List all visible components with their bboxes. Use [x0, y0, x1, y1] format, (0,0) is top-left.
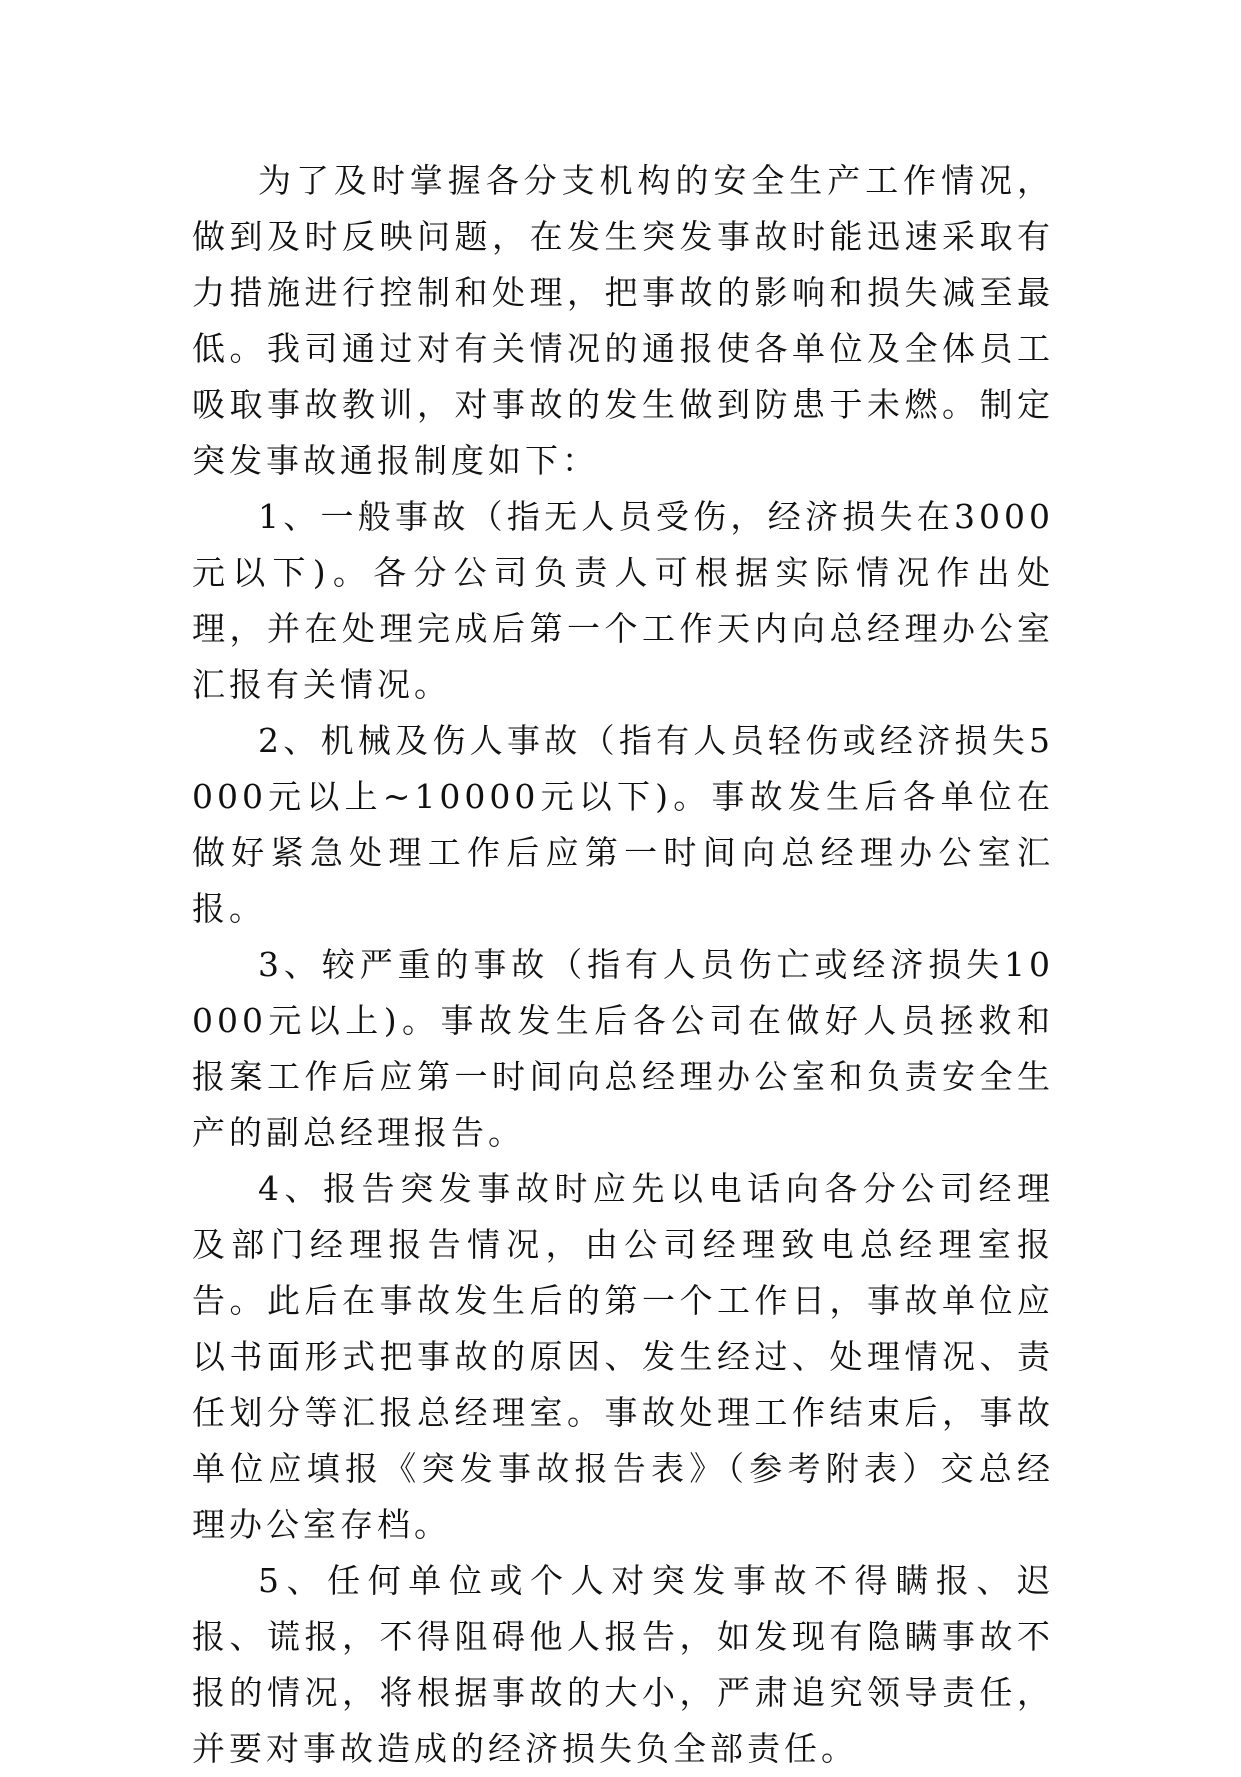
rule-2-paragraph: 2、机械及伤人事故（指有人员轻伤或经济损失5000元以上~10000元以下)。事故发生后各单位在做好紧急处理工作后应第一时间向总经理办公室汇报。	[192, 721, 1054, 928]
intro-paragraph: 为了及时掌握各分支机构的安全生产工作情况，做到及时反映问题，在发生突发事故时能迅速采取有力措施进行控制和处理，把事故的影响和损失减至最低。我司通过对有关情况的通报使各单位及全体员工吸取事故教训，对事故的发生做到防患于未燃。制定突发事故通报制度如下：	[192, 161, 1054, 480]
rule-4-paragraph: 4、报告突发事故时应先以电话向各分公司经理及部门经理报告情况，由公司经理致电总经理室报告。此后在事故发生后的第一个工作日，事故单位应以书面形式把事故的原因、发生经过、处理情况、责任划分等汇报总经理室。事故处理工作结束后，事故单位应填报《突发事故报告表》（参考附表）交总经理办公室存档。	[192, 1169, 1054, 1544]
rule-3-paragraph: 3、较严重的事故（指有人员伤亡或经济损失10000元以上)。事故发生后各公司在做好人员拯救和报案工作后应第一时间向总经理办公室和负责安全生产的副总经理报告。	[192, 945, 1054, 1152]
rule-1-paragraph: 1、一般事故（指无人员受伤，经济损失在3000元以下)。各分公司负责人可根据实际情况作出处理，并在处理完成后第一个工作天内向总经理办公室汇报有关情况。	[192, 497, 1054, 704]
rule-5-paragraph: 5、任何单位或个人对突发事故不得瞒报、迟报、谎报，不得阻碍他人报告，如发现有隐瞒事故不报的情况，将根据事故的大小，严肃追究领导责任，并要对事故造成的经济损失负全部责任。	[192, 1561, 1054, 1768]
document-body	[192, 153, 1054, 1777]
